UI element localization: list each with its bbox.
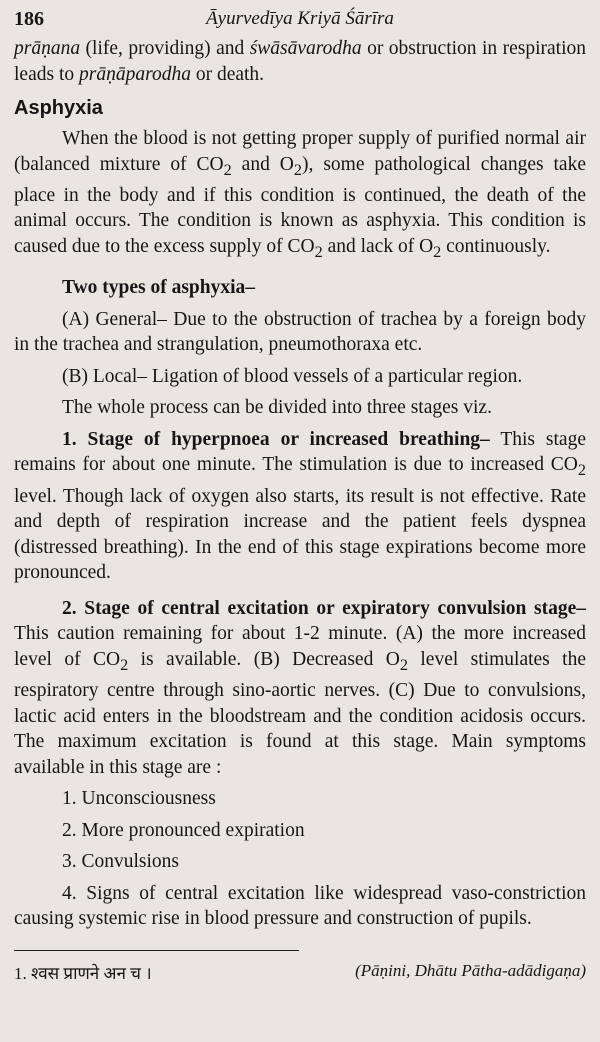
stage-2-paragraph: 2. Stage of central excitation or expiratory convulsion stage– This caution remaining for about 1-2 minute. (A) the more increased level of $CO_2$ is available. (B) Decreased $O_2$ level stimulates the respiratory centre through sino-aortic nerves. (C) Due to convulsions, lactic acid enters in the bloodstream and the condition acidosis occurs. The maximum excitation is found at this stage. Main symptoms available in this stage are : — [14, 597, 587, 778]
footnote-divider — [14, 950, 299, 951]
book-page — [14, 8, 586, 991]
term-swasavarodha: śwāsāvarodha — [249, 38, 362, 59]
symptom-item: 4. Signs of central excitation like widespread vaso-constriction causing systemic rise in blood pressure and construction of pupils. — [14, 882, 586, 930]
types-heading: Two types of asphyxia– — [62, 277, 256, 299]
footnote — [14, 961, 586, 991]
intro-paragraph: prāṇana (life, providing) and śwāsāvarodha or obstruction in respiration leads to prāṇāparodha or death. — [14, 38, 586, 85]
stage-2-heading: 2. Stage of central excitation or expiratory convulsion stage– — [62, 597, 586, 619]
footnote-text: 1. श्वस प्राणने अन च । — [14, 963, 152, 983]
symptom-item: 2. More pronounced expiration — [62, 819, 305, 841]
symptom-item: 1. Unconsciousness — [62, 788, 216, 810]
term-pranana: prāṇana — [14, 38, 81, 59]
page-header — [14, 8, 586, 36]
section-title: Asphyxia — [14, 97, 103, 119]
term-pranaparodha: prāṇāparodha — [78, 63, 191, 85]
stages-intro: The whole process can be divided into three stages viz. — [62, 397, 492, 419]
symptom-item: 3. Convulsions — [62, 851, 180, 873]
definition-paragraph: When the blood is not getting proper supply of purified normal air (balanced mixture of $CO_2$ and $O_2$), some pathological changes take place in the body and if this condition is continued, the death of the animal occurs. The condition is known as asphyxia. This condition is caused due to the excess supply of $CO_2$ and lack of $O_2$ continuously. — [14, 128, 586, 261]
running-title: Āyurvedīya Kriyā Śārīra — [206, 8, 394, 29]
stage-1-heading: 1. Stage of hyperpnoea or increased breathing– — [62, 428, 490, 450]
type-local: (B) Local– Ligation of blood vessels of a particular region. — [62, 365, 523, 387]
footnote-source: (Pāṇini, Dhātu Pātha-adādigaṇa) — [355, 960, 586, 980]
page-number: 186 — [14, 8, 44, 30]
stage-1-paragraph: 1. Stage of hyperpnoea or increased breathing– This stage remains for about one minute. The stimulation is due to increased $CO_2$ level. Though lack of oxygen also starts, its result is not effective. Rate and depth of respiration increase and the patient feels dyspnea (distressed breathing). In the end of this stage expirations become more pronounced. — [14, 428, 586, 584]
type-general: (A) General– Due to the obstruction of trachea by a foreign body in the trachea and strangulation, pneumothoraxa etc. — [14, 308, 586, 356]
